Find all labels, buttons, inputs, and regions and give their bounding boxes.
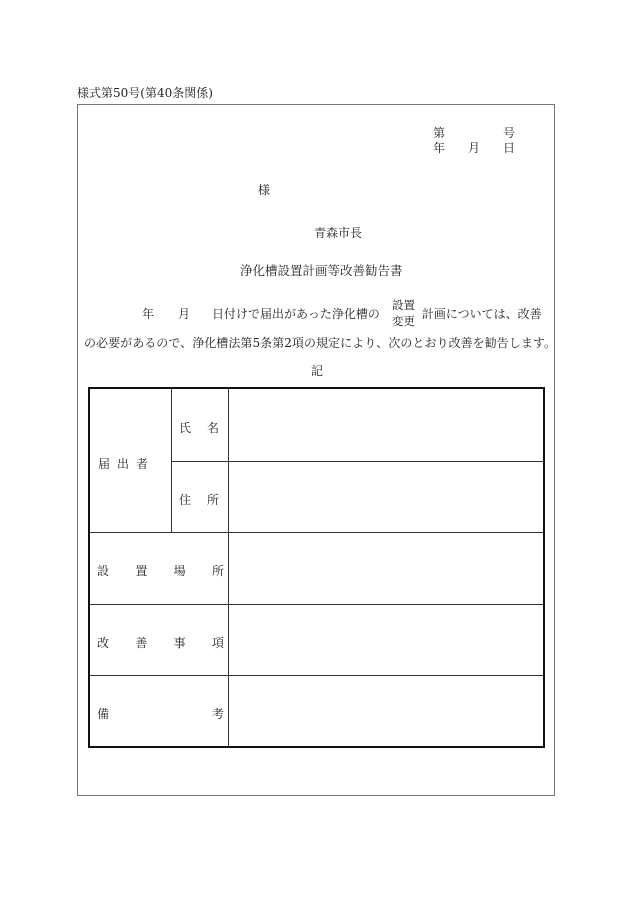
label-char: 考: [211, 707, 224, 721]
option-change: 変更: [392, 314, 415, 328]
number-prefix: 第: [433, 126, 446, 140]
address-label: [179, 491, 219, 508]
improvement-items-label: [97, 634, 224, 651]
notifier-row-divider: [90, 532, 543, 533]
label-char: 氏: [179, 421, 192, 435]
label-char: 住: [179, 493, 192, 507]
date-year-label: 年: [433, 141, 446, 155]
name-label: [179, 419, 219, 436]
label-char: 置: [135, 564, 148, 578]
label-char: 者: [135, 457, 148, 471]
label-char: 設: [97, 564, 110, 578]
body-line-1: [84, 305, 542, 322]
installation-site-label: [97, 562, 224, 579]
label-char: 所: [206, 493, 219, 507]
label-char: 善: [135, 636, 148, 650]
body-year-label: 年: [142, 307, 155, 321]
site-row-divider: [90, 604, 543, 605]
addressee-suffix: 様: [258, 183, 271, 197]
option-stack: [392, 297, 415, 329]
items-row-divider: [90, 675, 543, 676]
name-row-divider: [171, 461, 543, 462]
issuer: 青森市長: [314, 226, 363, 240]
form-header: 様式第50号(第40条関係): [77, 86, 213, 100]
main-column-divider: [228, 389, 229, 746]
label-char: 名: [206, 421, 219, 435]
date-month-label: 月: [467, 141, 480, 155]
date-day-label: 日: [502, 141, 515, 155]
label-char: 所: [211, 564, 224, 578]
label-char: 事: [173, 636, 186, 650]
body-text-after: 計画については、改善: [421, 307, 542, 321]
details-table: [88, 387, 545, 748]
document-title: 浄化槽設置計画等改善勧告書: [240, 263, 403, 278]
notifier-label: [98, 455, 148, 472]
label-char: 届: [98, 457, 111, 471]
remarks-label: [97, 705, 224, 722]
label-char: 改: [97, 636, 110, 650]
option-install: 設置: [392, 298, 415, 312]
label-char: 項: [211, 636, 224, 650]
label-char: 出: [116, 457, 129, 471]
document-date-line: [433, 139, 515, 156]
body-month-label: 月: [178, 307, 191, 321]
body-text: 日付けで届出があった浄化槽の: [212, 307, 380, 321]
label-char: 備: [97, 707, 110, 721]
number-suffix: 号: [502, 126, 515, 140]
label-char: 場: [173, 564, 186, 578]
body-line-2: の必要があるので、浄化槽法第5条第2項の規定により、次のとおり改善を勧告します。: [84, 336, 557, 350]
note-mark: 記: [311, 364, 324, 378]
